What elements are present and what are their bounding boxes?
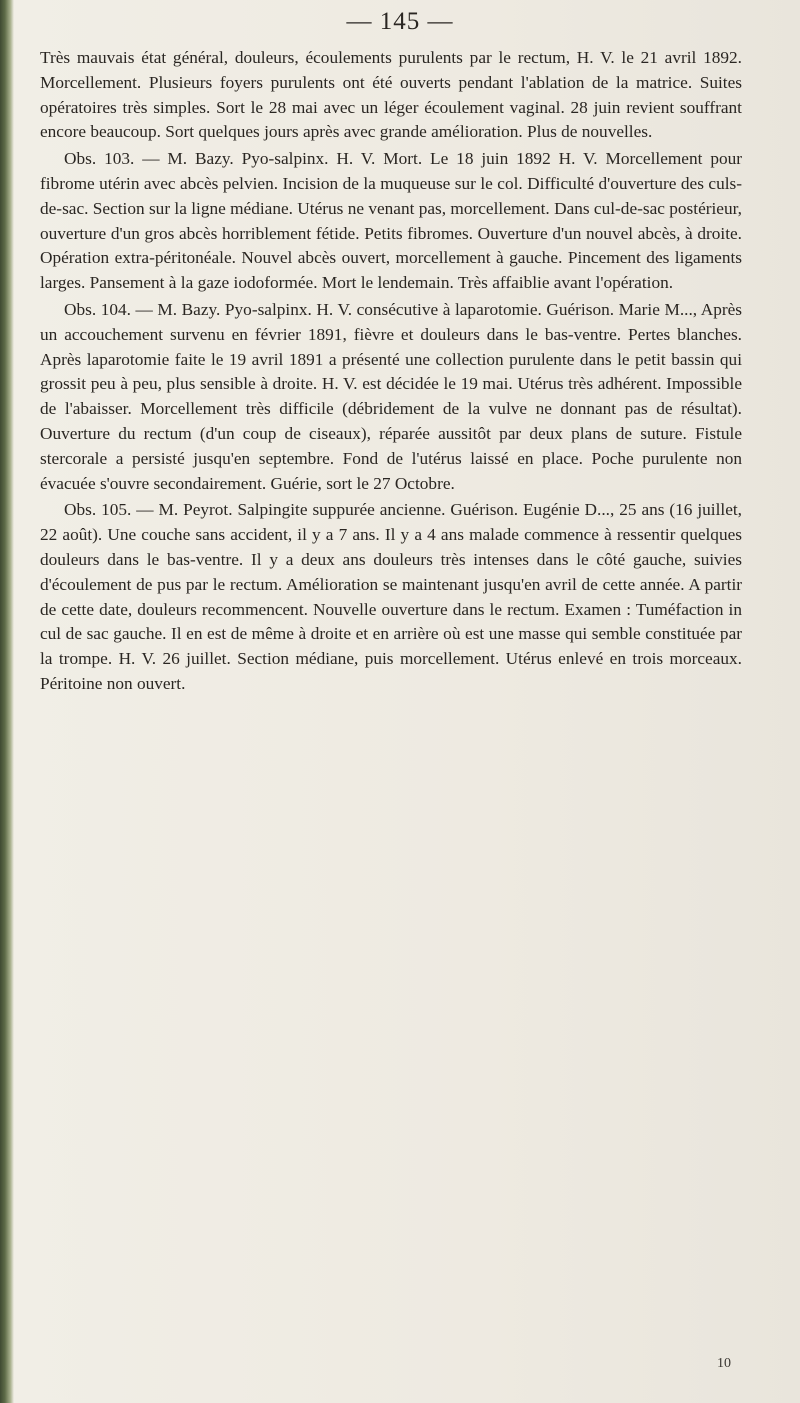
page-number: — 145 — (346, 8, 454, 35)
paragraph-obs-103: Obs. 103. — M. Bazy. Pyo-salpinx. H. V. Mort. Le 18 juin 1892 H. V. Morcellement pour fibrome utérin avec abcès pelvien. Incision de la muqueuse sur le col. Difficulté d'ouverture des culs-de-sac. Section sur la ligne médiane. Utérus ne venant pas, morcellement. Dans cul-de-sac postérieur, ouverture d'un gros abcès horriblement fétide. Petits fibromes. Ouverture d'un nouvel abcès, à droite. Opération extra-péritonéale. Nouvel abcès ouvert, morcellement à gauche. Pincement des ligaments larges. Pansement à la gaze iodoformée. Mort le lendemain. Très affaiblie avant l'opération. (40, 149, 742, 293)
book-spine-shadow (0, 0, 14, 1403)
body-text (40, 46, 742, 697)
paragraph-obs-104: Obs. 104. — M. Bazy. Pyo-salpinx. H. V. consécutive à laparotomie. Guérison. Marie M..., Après un accouchement survenu en février 1891, fièvre et douleurs dans le bas-ventre. Pertes blanches. Après laparotomie faite le 19 avril 1891 a présenté une collection purulente dans le petit bassin qui grossit peu à peu, plus sensible à droite. H. V. est décidée le 19 mai. Utérus très adhérent. Impossible de l'abaisser. Morcellement très difficile (débridement de la vulve ne donnant pas de résultat). Ouverture du rectum (d'un coup de ciseaux), réparée aussitôt par deux plans de suture. Fistule stercorale a persisté jusqu'en septembre. Fond de l'utérus laissé en place. Poche purulente non évacuée s'ouvre secondairement. Guérie, sort le 27 Octobre. (40, 299, 742, 493)
paragraph-continuation: Très mauvais état général, douleurs, écoulements purulents par le rectum, H. V. le 21 avril 1892. Morcellement. Plusieurs foyers purulents ont été ouverts pendant l'ablation de la matrice. Suites opératoires très simples. Sort le 28 mai avec un léger écoulement vaginal. 28 juin revient souffrant encore beaucoup. Sort quelques jours après avec grande amélioration. Plus de nouvelles. (40, 48, 742, 142)
paragraph-obs-105: Obs. 105. — M. Peyrot. Salpingite suppurée ancienne. Guérison. Eugénie D..., 25 ans (16 juillet, 22 août). Une couche sans accident, il y a 7 ans. Il y a 4 ans malade commence à ressentir quelques douleurs dans le bas-ventre. Il y a deux ans douleurs très intenses dans le côté gauche, suivies d'écoulement de pus par le rectum. Amélioration se maintenant jusqu'en avril de cette année. A partir de cette date, douleurs recommencent. Nouvelle ouverture dans le rectum. Examen : Tuméfaction in cul de sac gauche. Il en est de même à droite et en arrière où est une masse qui semble constituée par la trompe. H. V. 26 juillet. Section médiane, puis morcellement. Utérus enlevé en trois morceaux. Péritoine non ouvert. (40, 500, 742, 693)
signature-mark: 10 (717, 1356, 731, 1371)
